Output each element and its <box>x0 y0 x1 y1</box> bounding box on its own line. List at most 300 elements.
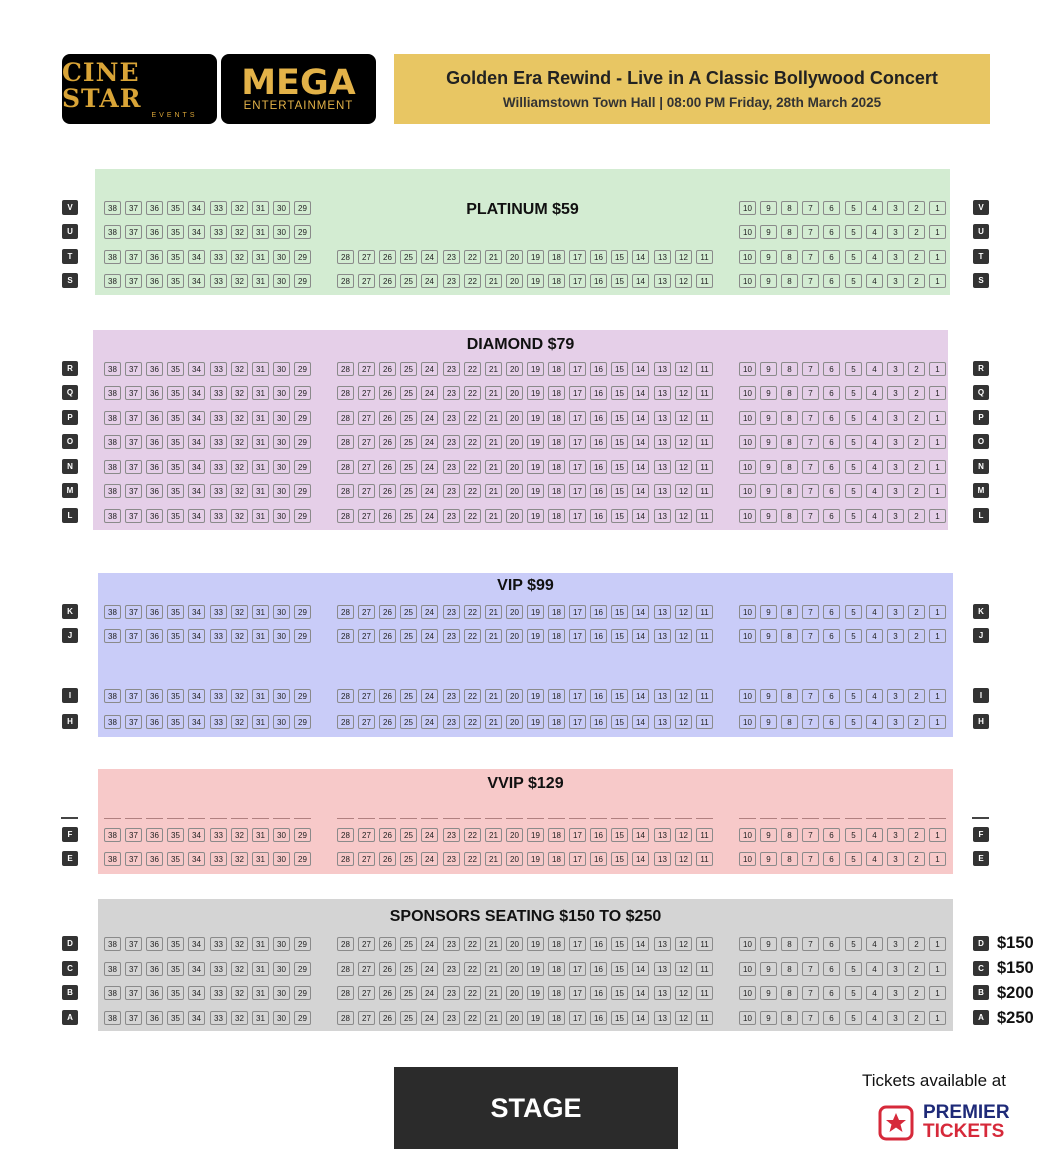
seat-J-24[interactable]: 24 <box>421 629 438 643</box>
seat-K-33[interactable]: 33 <box>210 605 227 619</box>
seat-T-3[interactable]: 3 <box>887 250 904 264</box>
seat-A-7[interactable]: 7 <box>802 1011 819 1025</box>
seat-A-5[interactable]: 5 <box>845 1011 862 1025</box>
seat-T-23[interactable]: 23 <box>443 250 460 264</box>
seat-L-35[interactable]: 35 <box>167 509 184 523</box>
seat-I-36[interactable]: 36 <box>146 689 163 703</box>
seat-R-4[interactable]: 4 <box>866 362 883 376</box>
seat-I-9[interactable]: 9 <box>760 689 777 703</box>
seat-T-32[interactable]: 32 <box>231 250 248 264</box>
seat-O-27[interactable]: 27 <box>358 435 375 449</box>
seat-E-37[interactable]: 37 <box>125 852 142 866</box>
seat-J-5[interactable]: 5 <box>845 629 862 643</box>
seat-J-36[interactable]: 36 <box>146 629 163 643</box>
seat-I-12[interactable]: 12 <box>675 689 692 703</box>
seat-E-3[interactable]: 3 <box>887 852 904 866</box>
seat-Q-22[interactable]: 22 <box>464 386 481 400</box>
seat-N-29[interactable]: 29 <box>294 460 311 474</box>
seat-F-34[interactable]: 34 <box>188 828 205 842</box>
seat-I-11[interactable]: 11 <box>696 689 713 703</box>
seat-E-18[interactable]: 18 <box>548 852 565 866</box>
seat-K-17[interactable]: 17 <box>569 605 586 619</box>
seat-A-33[interactable]: 33 <box>210 1011 227 1025</box>
seat-B-13[interactable]: 13 <box>654 986 671 1000</box>
seat-M-21[interactable]: 21 <box>485 484 502 498</box>
seat-K-31[interactable]: 31 <box>252 605 269 619</box>
seat-V-5[interactable]: 5 <box>845 201 862 215</box>
seat-D-28[interactable]: 28 <box>337 937 354 951</box>
seat-I-24[interactable]: 24 <box>421 689 438 703</box>
seat-P-13[interactable]: 13 <box>654 411 671 425</box>
seat-O-3[interactable]: 3 <box>887 435 904 449</box>
seat-A-11[interactable]: 11 <box>696 1011 713 1025</box>
seat-H-7[interactable]: 7 <box>802 715 819 729</box>
seat-O-33[interactable]: 33 <box>210 435 227 449</box>
seat-Q-32[interactable]: 32 <box>231 386 248 400</box>
seat-S-4[interactable]: 4 <box>866 274 883 288</box>
seat-S-31[interactable]: 31 <box>252 274 269 288</box>
seat-P-30[interactable]: 30 <box>273 411 290 425</box>
seat-J-20[interactable]: 20 <box>506 629 523 643</box>
seat-C-21[interactable]: 21 <box>485 962 502 976</box>
seat-P-8[interactable]: 8 <box>781 411 798 425</box>
seat-T-24[interactable]: 24 <box>421 250 438 264</box>
seat-Q-5[interactable]: 5 <box>845 386 862 400</box>
seat-V-8[interactable]: 8 <box>781 201 798 215</box>
seat-H-3[interactable]: 3 <box>887 715 904 729</box>
seat-I-28[interactable]: 28 <box>337 689 354 703</box>
seat-H-12[interactable]: 12 <box>675 715 692 729</box>
seat-P-26[interactable]: 26 <box>379 411 396 425</box>
seat-N-31[interactable]: 31 <box>252 460 269 474</box>
seat-D-26[interactable]: 26 <box>379 937 396 951</box>
seat-A-21[interactable]: 21 <box>485 1011 502 1025</box>
seat-L-15[interactable]: 15 <box>611 509 628 523</box>
seat-I-27[interactable]: 27 <box>358 689 375 703</box>
seat-I-33[interactable]: 33 <box>210 689 227 703</box>
seat-R-14[interactable]: 14 <box>632 362 649 376</box>
seat-F-17[interactable]: 17 <box>569 828 586 842</box>
seat-J-29[interactable]: 29 <box>294 629 311 643</box>
seat-B-9[interactable]: 9 <box>760 986 777 1000</box>
seat-F-33[interactable]: 33 <box>210 828 227 842</box>
seat-D-18[interactable]: 18 <box>548 937 565 951</box>
seat-N-14[interactable]: 14 <box>632 460 649 474</box>
seat-M-35[interactable]: 35 <box>167 484 184 498</box>
seat-T-1[interactable]: 1 <box>929 250 946 264</box>
seat-R-36[interactable]: 36 <box>146 362 163 376</box>
seat-N-38[interactable]: 38 <box>104 460 121 474</box>
seat-C-34[interactable]: 34 <box>188 962 205 976</box>
seat-H-1[interactable]: 1 <box>929 715 946 729</box>
seat-M-31[interactable]: 31 <box>252 484 269 498</box>
seat-P-27[interactable]: 27 <box>358 411 375 425</box>
seat-B-10[interactable]: 10 <box>739 986 756 1000</box>
seat-E-13[interactable]: 13 <box>654 852 671 866</box>
seat-F-22[interactable]: 22 <box>464 828 481 842</box>
seat-F-21[interactable]: 21 <box>485 828 502 842</box>
seat-V-2[interactable]: 2 <box>908 201 925 215</box>
seat-H-20[interactable]: 20 <box>506 715 523 729</box>
seat-S-9[interactable]: 9 <box>760 274 777 288</box>
seat-N-2[interactable]: 2 <box>908 460 925 474</box>
seat-D-5[interactable]: 5 <box>845 937 862 951</box>
seat-C-37[interactable]: 37 <box>125 962 142 976</box>
seat-R-13[interactable]: 13 <box>654 362 671 376</box>
seat-L-24[interactable]: 24 <box>421 509 438 523</box>
seat-J-25[interactable]: 25 <box>400 629 417 643</box>
seat-K-7[interactable]: 7 <box>802 605 819 619</box>
seat-B-25[interactable]: 25 <box>400 986 417 1000</box>
seat-D-8[interactable]: 8 <box>781 937 798 951</box>
seat-O-21[interactable]: 21 <box>485 435 502 449</box>
seat-K-32[interactable]: 32 <box>231 605 248 619</box>
seat-U-38[interactable]: 38 <box>104 225 121 239</box>
seat-A-31[interactable]: 31 <box>252 1011 269 1025</box>
seat-M-6[interactable]: 6 <box>823 484 840 498</box>
seat-T-19[interactable]: 19 <box>527 250 544 264</box>
seat-N-28[interactable]: 28 <box>337 460 354 474</box>
seat-N-30[interactable]: 30 <box>273 460 290 474</box>
seat-C-26[interactable]: 26 <box>379 962 396 976</box>
seat-K-26[interactable]: 26 <box>379 605 396 619</box>
seat-Q-15[interactable]: 15 <box>611 386 628 400</box>
seat-C-2[interactable]: 2 <box>908 962 925 976</box>
seat-C-13[interactable]: 13 <box>654 962 671 976</box>
seat-B-27[interactable]: 27 <box>358 986 375 1000</box>
seat-O-16[interactable]: 16 <box>590 435 607 449</box>
seat-K-1[interactable]: 1 <box>929 605 946 619</box>
seat-B-35[interactable]: 35 <box>167 986 184 1000</box>
seat-M-23[interactable]: 23 <box>443 484 460 498</box>
seat-E-7[interactable]: 7 <box>802 852 819 866</box>
seat-Q-14[interactable]: 14 <box>632 386 649 400</box>
seat-R-38[interactable]: 38 <box>104 362 121 376</box>
seat-B-24[interactable]: 24 <box>421 986 438 1000</box>
seat-N-12[interactable]: 12 <box>675 460 692 474</box>
seat-I-7[interactable]: 7 <box>802 689 819 703</box>
seat-L-36[interactable]: 36 <box>146 509 163 523</box>
seat-K-11[interactable]: 11 <box>696 605 713 619</box>
seat-J-14[interactable]: 14 <box>632 629 649 643</box>
seat-J-4[interactable]: 4 <box>866 629 883 643</box>
seat-N-16[interactable]: 16 <box>590 460 607 474</box>
seat-S-24[interactable]: 24 <box>421 274 438 288</box>
seat-R-7[interactable]: 7 <box>802 362 819 376</box>
seat-A-34[interactable]: 34 <box>188 1011 205 1025</box>
seat-Q-37[interactable]: 37 <box>125 386 142 400</box>
seat-E-5[interactable]: 5 <box>845 852 862 866</box>
seat-E-25[interactable]: 25 <box>400 852 417 866</box>
seat-Q-8[interactable]: 8 <box>781 386 798 400</box>
seat-O-11[interactable]: 11 <box>696 435 713 449</box>
seat-V-33[interactable]: 33 <box>210 201 227 215</box>
seat-S-2[interactable]: 2 <box>908 274 925 288</box>
seat-O-25[interactable]: 25 <box>400 435 417 449</box>
seat-A-25[interactable]: 25 <box>400 1011 417 1025</box>
seat-O-22[interactable]: 22 <box>464 435 481 449</box>
seat-A-3[interactable]: 3 <box>887 1011 904 1025</box>
seat-J-13[interactable]: 13 <box>654 629 671 643</box>
seat-F-4[interactable]: 4 <box>866 828 883 842</box>
seat-A-29[interactable]: 29 <box>294 1011 311 1025</box>
seat-K-34[interactable]: 34 <box>188 605 205 619</box>
seat-C-35[interactable]: 35 <box>167 962 184 976</box>
seat-E-34[interactable]: 34 <box>188 852 205 866</box>
seat-R-31[interactable]: 31 <box>252 362 269 376</box>
seat-T-36[interactable]: 36 <box>146 250 163 264</box>
seat-Q-13[interactable]: 13 <box>654 386 671 400</box>
seat-B-1[interactable]: 1 <box>929 986 946 1000</box>
seat-D-31[interactable]: 31 <box>252 937 269 951</box>
seat-P-38[interactable]: 38 <box>104 411 121 425</box>
seat-M-14[interactable]: 14 <box>632 484 649 498</box>
seat-I-22[interactable]: 22 <box>464 689 481 703</box>
seat-U-34[interactable]: 34 <box>188 225 205 239</box>
seat-N-10[interactable]: 10 <box>739 460 756 474</box>
seat-C-9[interactable]: 9 <box>760 962 777 976</box>
seat-F-15[interactable]: 15 <box>611 828 628 842</box>
seat-O-34[interactable]: 34 <box>188 435 205 449</box>
seat-F-23[interactable]: 23 <box>443 828 460 842</box>
seat-U-5[interactable]: 5 <box>845 225 862 239</box>
seat-R-26[interactable]: 26 <box>379 362 396 376</box>
seat-O-5[interactable]: 5 <box>845 435 862 449</box>
seat-E-31[interactable]: 31 <box>252 852 269 866</box>
seat-A-2[interactable]: 2 <box>908 1011 925 1025</box>
seat-R-32[interactable]: 32 <box>231 362 248 376</box>
seat-O-12[interactable]: 12 <box>675 435 692 449</box>
seat-E-4[interactable]: 4 <box>866 852 883 866</box>
seat-E-35[interactable]: 35 <box>167 852 184 866</box>
seat-R-22[interactable]: 22 <box>464 362 481 376</box>
seat-N-19[interactable]: 19 <box>527 460 544 474</box>
seat-L-19[interactable]: 19 <box>527 509 544 523</box>
seat-R-8[interactable]: 8 <box>781 362 798 376</box>
premier-tickets-logo[interactable] <box>877 1103 1027 1145</box>
seat-J-17[interactable]: 17 <box>569 629 586 643</box>
seat-M-32[interactable]: 32 <box>231 484 248 498</box>
seat-L-32[interactable]: 32 <box>231 509 248 523</box>
seat-L-13[interactable]: 13 <box>654 509 671 523</box>
seat-E-10[interactable]: 10 <box>739 852 756 866</box>
seat-I-31[interactable]: 31 <box>252 689 269 703</box>
seat-J-1[interactable]: 1 <box>929 629 946 643</box>
seat-Q-17[interactable]: 17 <box>569 386 586 400</box>
seat-P-3[interactable]: 3 <box>887 411 904 425</box>
seat-A-23[interactable]: 23 <box>443 1011 460 1025</box>
seat-L-14[interactable]: 14 <box>632 509 649 523</box>
seat-I-21[interactable]: 21 <box>485 689 502 703</box>
seat-V-3[interactable]: 3 <box>887 201 904 215</box>
seat-U-37[interactable]: 37 <box>125 225 142 239</box>
seat-E-21[interactable]: 21 <box>485 852 502 866</box>
seat-Q-23[interactable]: 23 <box>443 386 460 400</box>
seat-F-18[interactable]: 18 <box>548 828 565 842</box>
seat-K-6[interactable]: 6 <box>823 605 840 619</box>
seat-V-31[interactable]: 31 <box>252 201 269 215</box>
seat-O-2[interactable]: 2 <box>908 435 925 449</box>
seat-A-38[interactable]: 38 <box>104 1011 121 1025</box>
seat-S-14[interactable]: 14 <box>632 274 649 288</box>
seat-J-6[interactable]: 6 <box>823 629 840 643</box>
seat-R-33[interactable]: 33 <box>210 362 227 376</box>
seat-L-31[interactable]: 31 <box>252 509 269 523</box>
seat-H-38[interactable]: 38 <box>104 715 121 729</box>
seat-K-38[interactable]: 38 <box>104 605 121 619</box>
seat-I-37[interactable]: 37 <box>125 689 142 703</box>
seat-Q-12[interactable]: 12 <box>675 386 692 400</box>
seat-D-25[interactable]: 25 <box>400 937 417 951</box>
seat-M-33[interactable]: 33 <box>210 484 227 498</box>
seat-V-10[interactable]: 10 <box>739 201 756 215</box>
seat-C-27[interactable]: 27 <box>358 962 375 976</box>
seat-E-2[interactable]: 2 <box>908 852 925 866</box>
seat-Q-16[interactable]: 16 <box>590 386 607 400</box>
seat-M-24[interactable]: 24 <box>421 484 438 498</box>
seat-U-8[interactable]: 8 <box>781 225 798 239</box>
seat-N-7[interactable]: 7 <box>802 460 819 474</box>
seat-F-8[interactable]: 8 <box>781 828 798 842</box>
seat-O-17[interactable]: 17 <box>569 435 586 449</box>
seat-L-17[interactable]: 17 <box>569 509 586 523</box>
seat-L-21[interactable]: 21 <box>485 509 502 523</box>
seat-M-27[interactable]: 27 <box>358 484 375 498</box>
seat-L-2[interactable]: 2 <box>908 509 925 523</box>
seat-N-37[interactable]: 37 <box>125 460 142 474</box>
seat-O-20[interactable]: 20 <box>506 435 523 449</box>
seat-U-32[interactable]: 32 <box>231 225 248 239</box>
seat-M-19[interactable]: 19 <box>527 484 544 498</box>
seat-I-10[interactable]: 10 <box>739 689 756 703</box>
seat-J-7[interactable]: 7 <box>802 629 819 643</box>
seat-S-17[interactable]: 17 <box>569 274 586 288</box>
seat-N-25[interactable]: 25 <box>400 460 417 474</box>
seat-B-29[interactable]: 29 <box>294 986 311 1000</box>
seat-Q-30[interactable]: 30 <box>273 386 290 400</box>
seat-M-2[interactable]: 2 <box>908 484 925 498</box>
seat-E-19[interactable]: 19 <box>527 852 544 866</box>
seat-C-18[interactable]: 18 <box>548 962 565 976</box>
seat-S-33[interactable]: 33 <box>210 274 227 288</box>
seat-D-38[interactable]: 38 <box>104 937 121 951</box>
seat-O-35[interactable]: 35 <box>167 435 184 449</box>
seat-M-3[interactable]: 3 <box>887 484 904 498</box>
seat-J-34[interactable]: 34 <box>188 629 205 643</box>
seat-J-18[interactable]: 18 <box>548 629 565 643</box>
seat-P-24[interactable]: 24 <box>421 411 438 425</box>
seat-Q-4[interactable]: 4 <box>866 386 883 400</box>
seat-S-38[interactable]: 38 <box>104 274 121 288</box>
seat-D-9[interactable]: 9 <box>760 937 777 951</box>
seat-T-10[interactable]: 10 <box>739 250 756 264</box>
seat-T-13[interactable]: 13 <box>654 250 671 264</box>
seat-P-7[interactable]: 7 <box>802 411 819 425</box>
seat-M-38[interactable]: 38 <box>104 484 121 498</box>
seat-F-14[interactable]: 14 <box>632 828 649 842</box>
seat-J-27[interactable]: 27 <box>358 629 375 643</box>
seat-M-15[interactable]: 15 <box>611 484 628 498</box>
seat-H-8[interactable]: 8 <box>781 715 798 729</box>
seat-L-26[interactable]: 26 <box>379 509 396 523</box>
seat-P-37[interactable]: 37 <box>125 411 142 425</box>
seat-R-37[interactable]: 37 <box>125 362 142 376</box>
seat-R-18[interactable]: 18 <box>548 362 565 376</box>
seat-J-3[interactable]: 3 <box>887 629 904 643</box>
seat-O-4[interactable]: 4 <box>866 435 883 449</box>
seat-K-8[interactable]: 8 <box>781 605 798 619</box>
seat-H-10[interactable]: 10 <box>739 715 756 729</box>
seat-T-27[interactable]: 27 <box>358 250 375 264</box>
seat-U-4[interactable]: 4 <box>866 225 883 239</box>
seat-D-24[interactable]: 24 <box>421 937 438 951</box>
seat-P-33[interactable]: 33 <box>210 411 227 425</box>
seat-R-23[interactable]: 23 <box>443 362 460 376</box>
seat-J-9[interactable]: 9 <box>760 629 777 643</box>
seat-F-16[interactable]: 16 <box>590 828 607 842</box>
seat-L-29[interactable]: 29 <box>294 509 311 523</box>
seat-F-27[interactable]: 27 <box>358 828 375 842</box>
seat-R-5[interactable]: 5 <box>845 362 862 376</box>
seat-C-20[interactable]: 20 <box>506 962 523 976</box>
seat-A-18[interactable]: 18 <box>548 1011 565 1025</box>
seat-K-35[interactable]: 35 <box>167 605 184 619</box>
seat-F-11[interactable]: 11 <box>696 828 713 842</box>
seat-S-11[interactable]: 11 <box>696 274 713 288</box>
seat-Q-7[interactable]: 7 <box>802 386 819 400</box>
seat-K-10[interactable]: 10 <box>739 605 756 619</box>
seat-A-30[interactable]: 30 <box>273 1011 290 1025</box>
seat-B-2[interactable]: 2 <box>908 986 925 1000</box>
seat-S-21[interactable]: 21 <box>485 274 502 288</box>
seat-S-20[interactable]: 20 <box>506 274 523 288</box>
seat-F-38[interactable]: 38 <box>104 828 121 842</box>
seat-D-33[interactable]: 33 <box>210 937 227 951</box>
seat-P-12[interactable]: 12 <box>675 411 692 425</box>
seat-O-32[interactable]: 32 <box>231 435 248 449</box>
seat-I-13[interactable]: 13 <box>654 689 671 703</box>
seat-B-16[interactable]: 16 <box>590 986 607 1000</box>
seat-K-23[interactable]: 23 <box>443 605 460 619</box>
seat-I-26[interactable]: 26 <box>379 689 396 703</box>
seat-L-25[interactable]: 25 <box>400 509 417 523</box>
seat-U-9[interactable]: 9 <box>760 225 777 239</box>
seat-R-20[interactable]: 20 <box>506 362 523 376</box>
seat-T-8[interactable]: 8 <box>781 250 798 264</box>
seat-V-4[interactable]: 4 <box>866 201 883 215</box>
seat-K-37[interactable]: 37 <box>125 605 142 619</box>
seat-O-30[interactable]: 30 <box>273 435 290 449</box>
seat-D-14[interactable]: 14 <box>632 937 649 951</box>
seat-L-28[interactable]: 28 <box>337 509 354 523</box>
seat-L-33[interactable]: 33 <box>210 509 227 523</box>
seat-C-19[interactable]: 19 <box>527 962 544 976</box>
seat-P-34[interactable]: 34 <box>188 411 205 425</box>
seat-N-5[interactable]: 5 <box>845 460 862 474</box>
seat-K-5[interactable]: 5 <box>845 605 862 619</box>
seat-V-30[interactable]: 30 <box>273 201 290 215</box>
seat-H-2[interactable]: 2 <box>908 715 925 729</box>
seat-B-33[interactable]: 33 <box>210 986 227 1000</box>
seat-K-21[interactable]: 21 <box>485 605 502 619</box>
seat-H-21[interactable]: 21 <box>485 715 502 729</box>
seat-R-30[interactable]: 30 <box>273 362 290 376</box>
seat-M-1[interactable]: 1 <box>929 484 946 498</box>
seat-J-22[interactable]: 22 <box>464 629 481 643</box>
seat-Q-19[interactable]: 19 <box>527 386 544 400</box>
seat-S-8[interactable]: 8 <box>781 274 798 288</box>
seat-K-29[interactable]: 29 <box>294 605 311 619</box>
